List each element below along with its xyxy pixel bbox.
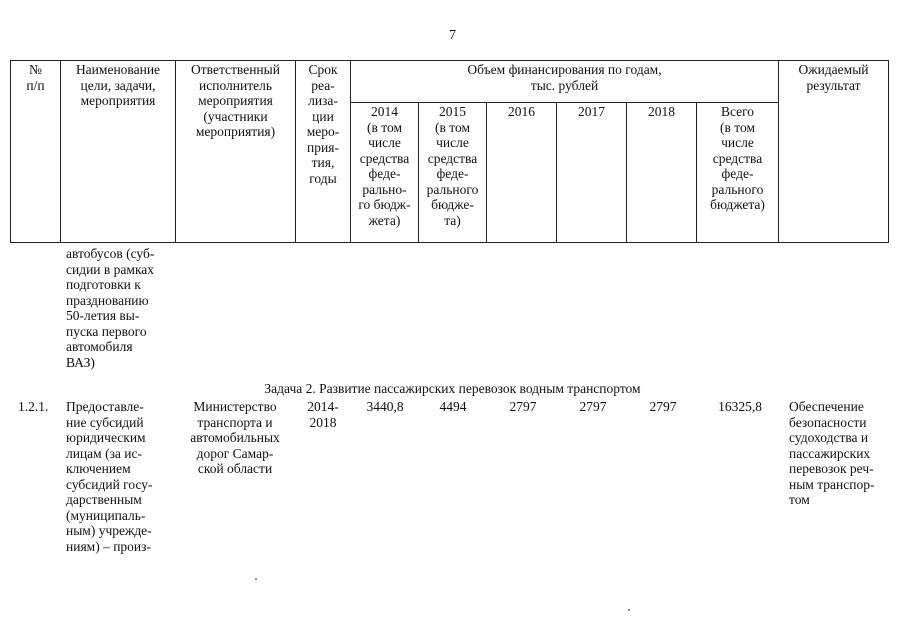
text-line: средства: [359, 150, 410, 166]
text-line: (в том: [719, 119, 755, 135]
text-line: автобусов (суб-: [66, 246, 155, 261]
text-line: рально-: [362, 181, 407, 197]
header-year-2016: 2016: [487, 103, 557, 243]
text-line: мероприятия: [198, 93, 273, 108]
text-line: феде-: [721, 166, 754, 182]
scan-speck: [628, 609, 630, 611]
text-line: 2014: [371, 104, 398, 120]
header-year-2015: [419, 103, 487, 243]
text-line: транспорта и: [197, 414, 273, 430]
task-title: Задача 2. Развитие пассажирских перевозок водным транспортом: [264, 381, 641, 396]
text-line: рального: [426, 181, 479, 197]
text-line: Наименование: [75, 62, 161, 77]
text-line: Министерство: [193, 399, 277, 414]
row-value-2018: 2797: [649, 399, 677, 414]
text-line: Обеспечение: [789, 399, 864, 414]
text-line: (участники: [203, 108, 268, 124]
row-value-2017: 2797: [579, 399, 607, 414]
text-line: безопасности: [789, 414, 867, 430]
text-line: тия,: [311, 155, 335, 170]
text-line: бюджета): [710, 197, 765, 213]
text-line: 50-летия вы-: [66, 308, 140, 323]
text-line: ключением: [66, 461, 131, 476]
text-line: пассажирских: [789, 445, 871, 461]
text-line: ВАЗ): [66, 354, 95, 370]
header-col-result: [779, 61, 889, 243]
text-line: том: [789, 492, 810, 507]
text-line: лиза-: [308, 93, 338, 108]
header-year-2014: [351, 103, 419, 243]
text-line: (в том: [366, 119, 402, 135]
text-line: ции: [312, 108, 334, 124]
scan-speck: [255, 578, 257, 580]
text-line: юридическим: [66, 430, 146, 445]
text-line: бюдже-: [431, 197, 474, 213]
row-executor: [180, 399, 290, 477]
header-col-term: [296, 61, 351, 243]
text-line: числе: [721, 135, 754, 151]
row-value-2014: 3440,8: [366, 399, 404, 414]
text-line: (в том: [434, 119, 470, 135]
header-col-executor: [176, 61, 296, 243]
text-line: автомобиля: [66, 339, 133, 354]
row-term: [298, 399, 348, 430]
text-line: автомобильных: [190, 430, 280, 445]
text-line: ным транспор-: [789, 476, 875, 492]
text-line: Всего: [720, 104, 755, 120]
row-number: 1.2.1.: [18, 399, 49, 414]
header-total: [697, 103, 779, 243]
text-line: празднованию: [66, 292, 149, 308]
header-col-name: [61, 61, 176, 243]
text-line: числе: [436, 135, 469, 151]
text-line: Ответственный: [191, 62, 280, 77]
text-line: средства: [712, 150, 763, 166]
text-line: 2015: [439, 104, 466, 120]
text-line: дарственным: [66, 492, 142, 507]
text-line: тыс. рублей: [530, 77, 599, 93]
text-line: перевозок реч-: [789, 461, 874, 476]
text-line: 2018: [309, 414, 337, 430]
text-line: Ожидаемый: [798, 62, 869, 77]
text-line: числе: [368, 135, 401, 151]
header-year-2018: 2018: [627, 103, 697, 243]
continuation-text: [66, 246, 174, 370]
text-line: цели, задачи,: [80, 77, 156, 93]
text-line: результат: [806, 77, 861, 93]
text-line: сидии в рамках: [66, 261, 155, 277]
text-line: ным) учрежде-: [66, 523, 152, 538]
text-line: годы: [309, 170, 337, 186]
text-line: ние субсидий: [66, 414, 144, 430]
text-line: жета): [368, 212, 401, 228]
text-line: средства: [427, 150, 478, 166]
header-col-financing: [351, 61, 779, 103]
text-line: лицам (за ис-: [66, 445, 143, 461]
row-name: [66, 399, 174, 554]
text-line: Срок: [308, 62, 338, 77]
text-line: Объем финансирования по годам,: [467, 62, 662, 77]
text-line: прия-: [307, 139, 339, 155]
row-value-2016: 2797: [509, 399, 537, 414]
text-line: №: [29, 62, 42, 77]
text-line: мероприятия): [195, 124, 276, 139]
row-result: [789, 399, 893, 508]
text-line: исполнитель: [199, 77, 272, 93]
text-line: п/п: [26, 77, 45, 93]
row-value-2015: 4494: [439, 399, 467, 414]
text-line: подготовки к: [66, 277, 141, 292]
text-line: судоходства и: [789, 430, 869, 445]
page-number: 7: [449, 28, 456, 43]
text-line: ской области: [197, 461, 273, 476]
text-line: субсидий госу-: [66, 476, 153, 492]
text-line: дорог Самар-: [196, 445, 274, 461]
text-line: ниям) – произ-: [66, 538, 151, 554]
text-line: меро-: [306, 124, 340, 139]
text-line: пуска первого: [66, 323, 147, 339]
text-line: феде-: [436, 166, 469, 182]
text-line: феде-: [368, 166, 401, 182]
text-line: 2014-: [307, 399, 339, 414]
text-line: та): [444, 212, 461, 228]
text-line: реа-: [311, 77, 335, 93]
text-line: мероприятия: [80, 93, 156, 108]
table-header: [10, 60, 889, 243]
text-line: Предоставле-: [66, 399, 144, 414]
row-value-total: 16325,8: [718, 399, 762, 414]
text-line: го бюдж-: [358, 197, 411, 213]
text-line: (муниципаль-: [66, 507, 146, 523]
header-year-2017: 2017: [557, 103, 627, 243]
header-col-number: [11, 61, 61, 243]
text-line: рального: [711, 181, 764, 197]
